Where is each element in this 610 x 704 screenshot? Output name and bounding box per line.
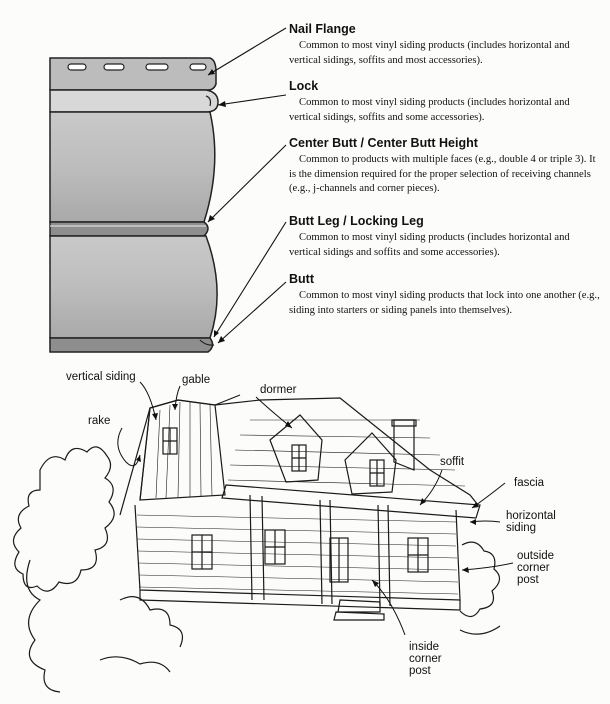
label-gable: gable [182,374,211,386]
term-title: Center Butt / Center Butt Height [289,136,478,150]
term-title: Lock [289,79,319,93]
term-lock [289,79,601,125]
label-outside-corner-post: outside corner post [517,550,555,586]
term-description: Common to most vinyl siding products that lock into one another (e.g., siding into starters or siding panels into themselves). [289,290,600,316]
roof-shingles [228,420,465,486]
left-shrubs [13,447,114,591]
term-description: Common to products with multiple faces (e.g., double 4 or triple 3). It is the dimension required for the proper selection of receiving channels (e.g., j-channels and corner pieces). [289,154,596,194]
label-inside-corner-post: inside corner post [409,641,442,677]
term-description: Common to most vinyl siding products (includes horizontal and vertical sidings, soffits and some accessories). [289,97,570,123]
vertical-siding-lines [156,402,212,498]
label-dormer: dormer [260,384,297,396]
chimney [394,420,414,470]
label-fascia: fascia [514,477,545,489]
term-center-butt [289,136,601,197]
label-rake: rake [88,415,111,427]
left-dormer [270,415,322,482]
term-butt-leg [289,214,601,260]
label-soffit: soffit [440,456,465,468]
main-wall [135,505,460,600]
label-vertical-siding: vertical siding [66,371,136,383]
term-title: Butt Leg / Locking Leg [289,214,424,228]
term-description: Common to most vinyl siding products (includes horizontal and vertical sidings and soffits and some accessories). [289,232,570,258]
term-butt [289,272,601,318]
term-description: Common to most vinyl siding products (includes horizontal and vertical sidings, soffits and most accessories). [289,40,570,66]
label-horizontal-siding: horizontal siding [506,510,556,534]
term-title: Nail Flange [289,22,356,36]
term-title: Butt [289,272,314,286]
right-shrubs [460,542,500,616]
wall-windows [192,530,428,572]
term-nail-flange [289,22,601,68]
